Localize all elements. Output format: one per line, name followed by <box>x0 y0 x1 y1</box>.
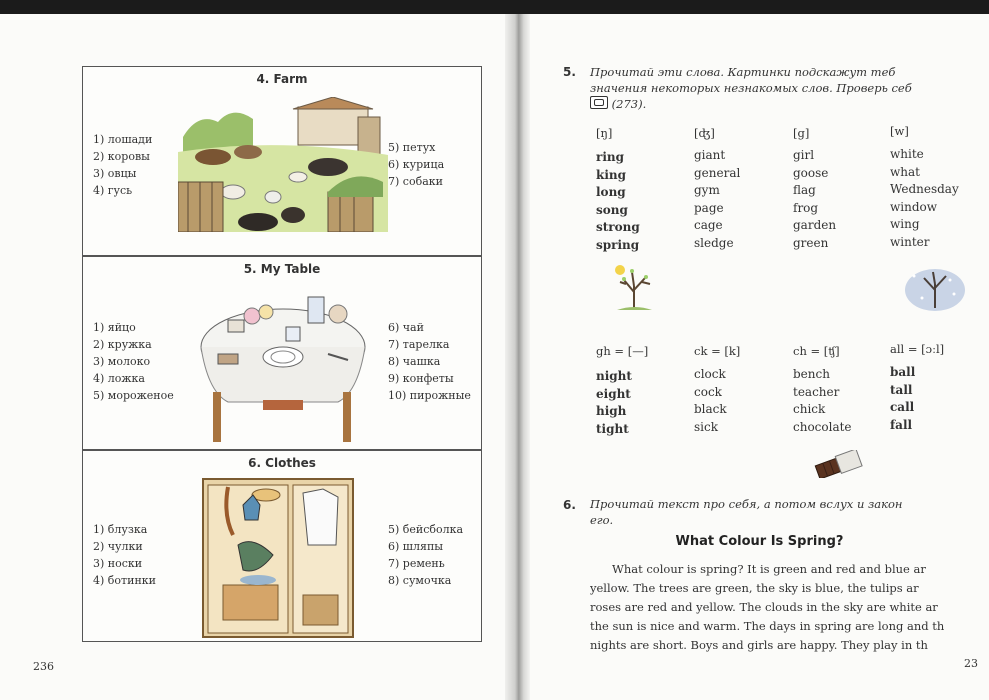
page-number-right: 23 <box>964 657 978 670</box>
exercise-5-instruction-line1: Прочитай эти слова. Картинки подскажут теб <box>590 65 896 79</box>
clothes-illustration <box>198 475 358 639</box>
list-item: goose <box>793 165 829 180</box>
word-column-ng <box>596 149 640 254</box>
list-item: 1) блузка <box>93 523 148 536</box>
list-item: sledge <box>694 235 734 250</box>
farm-words-right <box>388 139 444 190</box>
column-header: ck = [k] <box>694 344 741 358</box>
column-header: gh = [—] <box>596 344 649 358</box>
farm-vocab-box <box>82 66 482 256</box>
passage-line: yellow. The trees are green, the sky is blue, the tulips ar <box>590 581 919 595</box>
word-column-g <box>793 147 836 252</box>
word-column-all <box>890 364 915 434</box>
list-item: night <box>596 369 632 383</box>
list-item: 7) тарелка <box>388 338 450 351</box>
list-item: bench <box>793 367 830 381</box>
list-item: 6) шляпы <box>388 540 444 553</box>
word-column-w <box>890 146 959 251</box>
clothes-vocab-box <box>82 450 482 642</box>
list-item: 3) овцы <box>93 167 137 180</box>
exercise-5-instruction-line2: значения некоторых незнакомых слов. Проверь себ <box>590 81 912 95</box>
table-words-left <box>93 319 174 404</box>
exercise-6-instruction-line1: Прочитай текст про себя, а потом вслух и закон <box>590 497 903 511</box>
list-item: tight <box>596 421 629 436</box>
exercise-6-instruction-line2: его. <box>590 513 614 527</box>
clothes-words-left <box>93 521 156 589</box>
list-item: eight <box>596 386 631 401</box>
list-item: 2) коровы <box>93 150 150 163</box>
farm-title: 4. Farm <box>256 72 308 86</box>
list-item: cage <box>694 218 723 232</box>
list-item: 3) носки <box>93 557 143 570</box>
clothes-title: 6. Clothes <box>248 456 316 470</box>
list-item: 5) мороженое <box>93 389 174 402</box>
list-item: black <box>694 402 727 416</box>
list-item: chick <box>793 402 826 416</box>
list-item: 7) собаки <box>388 175 443 188</box>
clothes-words-right <box>388 521 463 589</box>
winter-tree-picture <box>904 264 966 312</box>
list-item: 6) курица <box>388 158 445 171</box>
list-item: 4) ложка <box>93 372 145 385</box>
list-item: giant <box>694 148 726 162</box>
word-column-ck <box>694 366 727 436</box>
list-item: frog <box>793 200 819 215</box>
list-item: teacher <box>793 384 840 399</box>
list-item: 8) чашка <box>388 355 441 368</box>
list-item: 3) молоко <box>93 355 151 368</box>
list-item: ring <box>596 150 624 164</box>
list-item: 5) петух <box>388 141 436 154</box>
list-item: 4) ботинки <box>93 574 156 587</box>
list-item: garden <box>793 218 837 232</box>
list-item: tall <box>890 382 913 397</box>
list-item: 6) чай <box>388 321 424 334</box>
list-item: 5) бейсболка <box>388 523 464 536</box>
list-item: king <box>596 167 626 182</box>
farm-words-left <box>93 131 152 199</box>
reading-text-title: What Colour Is Spring? <box>675 534 844 549</box>
reading-passage <box>590 560 989 655</box>
table-words-right <box>388 319 471 404</box>
list-item: 1) лошади <box>93 133 153 146</box>
column-header: [ʤ] <box>694 126 715 140</box>
list-item: cock <box>694 384 722 399</box>
list-item: flag <box>793 183 816 197</box>
list-item: page <box>694 200 724 215</box>
list-item: song <box>596 202 628 217</box>
spring-tree-picture <box>612 262 656 312</box>
list-item: fall <box>890 417 913 432</box>
column-header: ch = [ʧ] <box>793 344 840 358</box>
word-column-ch <box>793 366 852 436</box>
list-item: general <box>694 165 741 180</box>
passage-line: the sun is nice and warm. The days in spring are long and th <box>590 619 945 633</box>
list-item: ball <box>890 365 916 379</box>
list-item: 4) гусь <box>93 184 133 197</box>
list-item: wing <box>890 217 920 231</box>
exercise-5-audio-line <box>590 96 646 112</box>
chocolate-picture <box>812 450 864 478</box>
word-column-gh <box>596 368 632 438</box>
list-item: 8) сумочка <box>388 574 452 587</box>
list-item: winter <box>890 234 930 249</box>
scan-top-edge <box>0 0 989 14</box>
page-number-left: 236 <box>33 660 54 673</box>
exercise-5-number: 5. <box>563 65 576 79</box>
list-item: high <box>596 404 627 418</box>
right-page <box>530 14 989 700</box>
table-title: 5. My Table <box>243 262 321 276</box>
table-illustration <box>188 282 378 447</box>
passage-line: nights are short. Boys and girls are happy. They play in th <box>590 638 928 652</box>
list-item: chocolate <box>793 419 852 434</box>
book-gutter <box>505 14 530 700</box>
farm-illustration <box>178 97 388 232</box>
list-item: 9) конфеты <box>388 372 454 385</box>
list-item: gym <box>694 183 720 197</box>
list-item: green <box>793 235 829 250</box>
exercise-6-number: 6. <box>563 498 576 512</box>
column-header: [g] <box>793 126 810 140</box>
list-item: Wednesday <box>890 182 959 196</box>
column-header: all = [ɔːl] <box>890 342 945 356</box>
list-item: call <box>890 400 915 414</box>
list-item: 1) яйцо <box>93 321 136 334</box>
table-vocab-box <box>82 256 482 450</box>
list-item: white <box>890 147 924 161</box>
column-header: [ŋ] <box>596 126 613 140</box>
list-item: 2) кружка <box>93 338 152 351</box>
audio-reference: (273). <box>611 97 647 111</box>
passage-line: roses are red and yellow. The clouds in the sky are white ar <box>590 600 938 614</box>
list-item: strong <box>596 220 640 234</box>
column-header: [w] <box>890 124 909 138</box>
list-item: 10) пирожные <box>388 389 471 402</box>
word-column-dzh <box>694 147 740 252</box>
list-item: what <box>890 164 920 179</box>
list-item: 2) чулки <box>93 540 143 553</box>
passage-line: What colour is spring? It is green and red and blue ar <box>612 562 926 576</box>
list-item: long <box>596 185 626 199</box>
list-item: 7) ремень <box>388 557 445 570</box>
list-item: girl <box>793 148 815 162</box>
list-item: sick <box>694 419 718 434</box>
audio-cd-icon <box>590 96 608 109</box>
list-item: window <box>890 199 938 214</box>
list-item: clock <box>694 367 726 381</box>
list-item: spring <box>596 237 640 252</box>
